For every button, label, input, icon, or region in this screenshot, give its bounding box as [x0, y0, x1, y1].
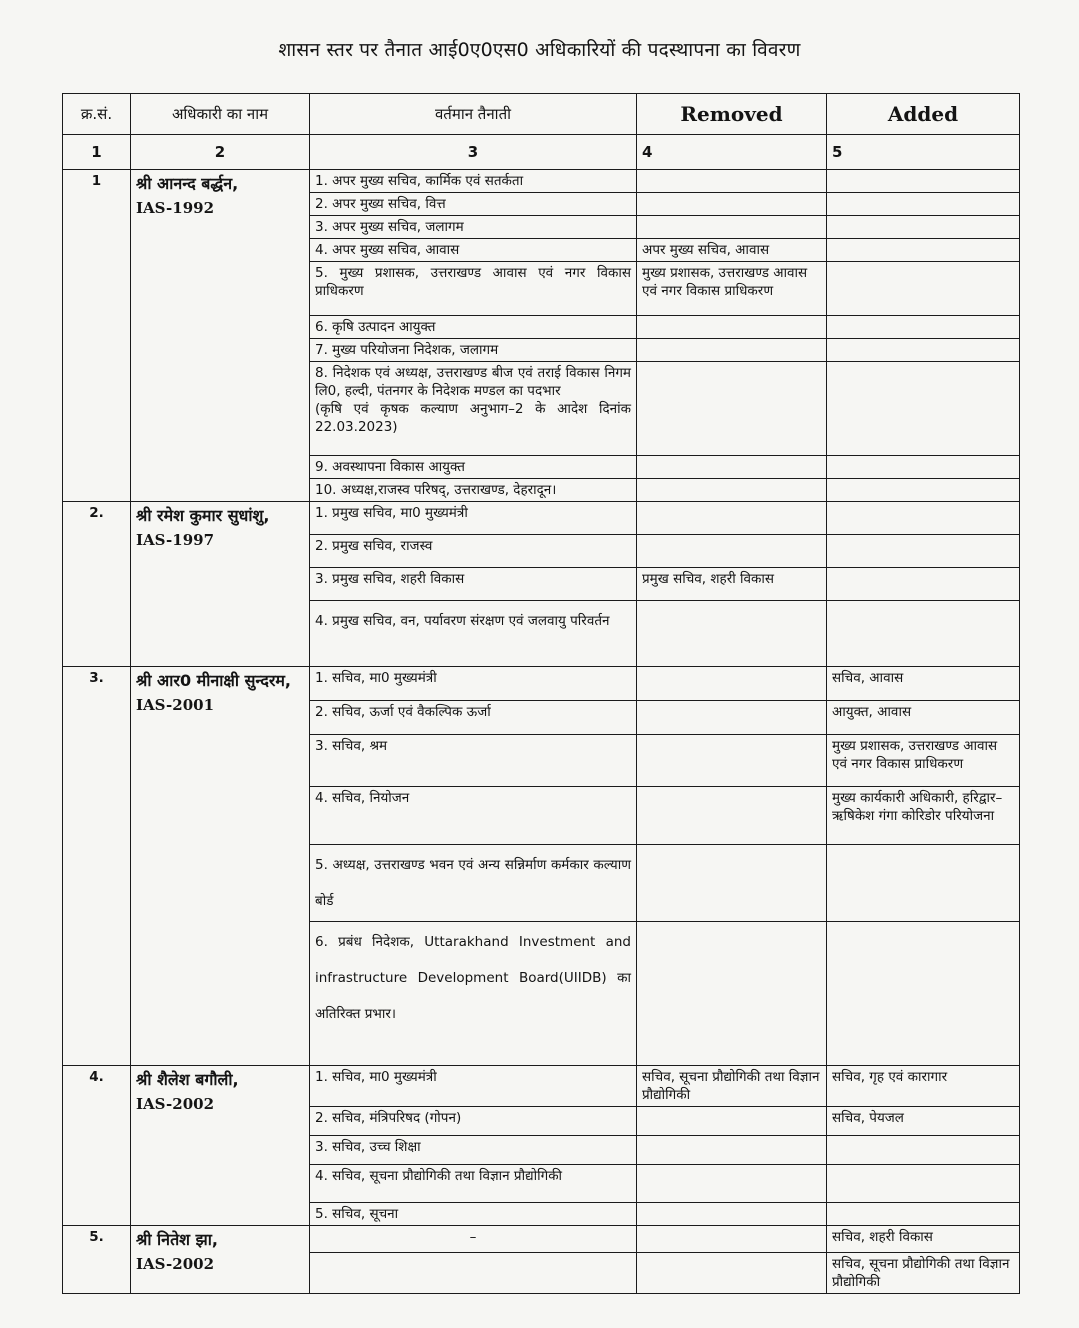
current-posting-cell [310, 456, 637, 479]
current-posting: 9. अवस्थापना विकास आयुक्त [315, 459, 465, 475]
current-posting: – [469, 1229, 477, 1245]
removed-cell [637, 735, 827, 787]
current-posting: 3. सचिव, श्रम [315, 738, 388, 754]
current-posting-cell [310, 316, 637, 339]
table-row [63, 667, 1020, 701]
current-posting-cell [310, 1107, 637, 1136]
officer-batch: IAS-1992 [136, 199, 215, 217]
added-cell [827, 922, 1020, 1066]
current-posting-cell [310, 479, 637, 502]
added-cell: मुख्य कार्यकारी अधिकारी, हरिद्वार–ऋषिकेश गंगा कोरिडोर परियोजना [827, 787, 1020, 845]
table-row [63, 1226, 1020, 1253]
table-row [63, 502, 1020, 535]
removed-cell [637, 1136, 827, 1165]
current-posting: 4. सचिव, सूचना प्रौद्योगिकी तथा विज्ञान प्रौद्योगिकी [315, 1168, 563, 1184]
current-posting-cell [310, 1253, 637, 1294]
current-posting: 4. प्रमुख सचिव, वन, पर्यावरण संरक्षण एवं जलवायु परिवर्तन [315, 613, 610, 629]
removed-cell [637, 339, 827, 362]
removed-cell [637, 922, 827, 1066]
serial-number: 1 [63, 170, 131, 502]
current-posting: 1. सचिव, मा0 मुख्यमंत्री [315, 670, 437, 686]
current-posting: 3. प्रमुख सचिव, शहरी विकास [315, 571, 465, 587]
current-posting-cell [310, 568, 637, 601]
current-posting: 2. प्रमुख सचिव, राजस्व [315, 538, 433, 554]
current-posting: 2. सचिव, मंत्रिपरिषद (गोपन) [315, 1110, 462, 1126]
added-cell [827, 1165, 1020, 1203]
removed-cell [637, 667, 827, 701]
removed-cell [637, 193, 827, 216]
current-posting-cell [310, 170, 637, 193]
column-number: 4 [637, 135, 827, 170]
current-posting-cell [310, 339, 637, 362]
current-posting: 7. मुख्य परियोजना निदेशक, जलागम [315, 342, 499, 358]
added-cell: सचिव, सूचना प्रौद्योगिकी तथा विज्ञान प्रौद्योगिकी [827, 1253, 1020, 1294]
added-cell [827, 845, 1020, 922]
officer-batch: IAS-2002 [136, 1255, 215, 1273]
current-posting: 10. अध्यक्ष,राजस्व परिषद्, उत्तराखण्ड, देहरादून। [315, 482, 557, 498]
officer-name: श्री रमेश कुमार सुधांशु, [136, 506, 270, 525]
removed-cell [637, 479, 827, 502]
added-cell [827, 216, 1020, 239]
removed-cell [637, 1226, 827, 1253]
removed-cell [637, 362, 827, 456]
table-row [63, 170, 1020, 193]
table-row [63, 1066, 1020, 1107]
header-added: Added [827, 94, 1020, 135]
current-posting-cell [310, 535, 637, 568]
officer-name: श्री आनन्द बर्द्धन, [136, 174, 239, 193]
column-number: 1 [63, 135, 131, 170]
added-cell: आयुक्त, आवास [827, 701, 1020, 735]
removed-cell [637, 1253, 827, 1294]
column-number: 3 [310, 135, 637, 170]
current-posting-cell [310, 362, 637, 456]
current-posting-cell [310, 922, 637, 1066]
removed-cell [637, 701, 827, 735]
current-posting: 2. अपर मुख्य सचिव, वित्त [315, 196, 446, 212]
added-cell [827, 316, 1020, 339]
officer-name-cell [131, 170, 310, 502]
current-posting: 8. निदेशक एवं अध्यक्ष, उत्तराखण्ड बीज एवं तराई विकास निगम लि0, हल्दी, पंतनगर के निदेशक मण्डल का पदभार [315, 365, 631, 399]
serial-number: 2. [63, 502, 131, 667]
page-title: शासन स्तर पर तैनात आई0ए0एस0 अधिकारियों की पदस्थापना का विवरण [278, 39, 801, 61]
current-posting-cell [310, 667, 637, 701]
removed-cell: अपर मुख्य सचिव, आवास [637, 239, 827, 262]
current-posting-cell [310, 1136, 637, 1165]
posting-table [62, 93, 1020, 1294]
officer-name: श्री आर0 मीनाक्षी सुन्दरम, [136, 671, 292, 690]
current-posting-cell [310, 502, 637, 535]
added-cell [827, 362, 1020, 456]
added-cell [827, 535, 1020, 568]
current-posting-cell [310, 262, 637, 316]
serial-number: 4. [63, 1066, 131, 1226]
officer-name-cell [131, 667, 310, 1066]
column-number: 5 [827, 135, 1020, 170]
officer-batch: IAS-2001 [136, 696, 215, 714]
current-posting-cell [310, 787, 637, 845]
added-cell [827, 339, 1020, 362]
removed-cell [637, 845, 827, 922]
officer-batch: IAS-1997 [136, 531, 215, 549]
added-cell [827, 193, 1020, 216]
header-current-posting: वर्तमान तैनाती [310, 94, 637, 135]
column-number-row [63, 135, 1020, 170]
column-number: 2 [131, 135, 310, 170]
header-sn: क्र.सं. [63, 94, 131, 135]
added-cell: सचिव, पेयजल [827, 1107, 1020, 1136]
removed-cell [637, 535, 827, 568]
removed-cell [637, 1107, 827, 1136]
added-cell [827, 262, 1020, 316]
current-posting-cell [310, 1203, 637, 1226]
added-cell [827, 239, 1020, 262]
added-cell: मुख्य प्रशासक, उत्तराखण्ड आवास एवं नगर विकास प्राधिकरण [827, 735, 1020, 787]
added-cell [827, 479, 1020, 502]
serial-number: 5. [63, 1226, 131, 1294]
header-officer-name: अधिकारी का नाम [131, 94, 310, 135]
added-cell [827, 568, 1020, 601]
current-posting: 6. प्रबंध निदेशक, Uttarakhand Investment and infrastructure Development Board(UIIDB) का अतिरिक्त प्रभार। [315, 934, 631, 1022]
removed-cell [637, 1203, 827, 1226]
added-cell [827, 502, 1020, 535]
current-posting-cell [310, 1066, 637, 1107]
officer-name: श्री शैलेश बगौली, [136, 1070, 239, 1089]
serial-number: 3. [63, 667, 131, 1066]
current-posting: 1. अपर मुख्य सचिव, कार्मिक एवं सतर्कता [315, 173, 524, 189]
current-posting-cell [310, 845, 637, 922]
current-posting-cell [310, 216, 637, 239]
added-cell: सचिव, आवास [827, 667, 1020, 701]
current-posting: 6. कृषि उत्पादन आयुक्त [315, 319, 436, 335]
current-posting-cell [310, 193, 637, 216]
current-posting-cell [310, 1226, 637, 1253]
current-posting: 2. सचिव, ऊर्जा एवं वैकल्पिक ऊर्जा [315, 704, 491, 720]
current-posting-cell [310, 601, 637, 667]
current-posting: 3. अपर मुख्य सचिव, जलागम [315, 219, 464, 235]
current-posting: 1. प्रमुख सचिव, मा0 मुख्यमंत्री [315, 505, 468, 521]
header-row [63, 94, 1020, 135]
current-posting-cell [310, 239, 637, 262]
current-posting: 5. सचिव, सूचना [315, 1206, 399, 1222]
added-cell: सचिव, गृह एवं कारागार [827, 1066, 1020, 1107]
posting-note: (कृषि एवं कृषक कल्याण अनुभाग–2 के आदेश दिनांक 22.03.2023) [315, 401, 631, 435]
current-posting: 3. सचिव, उच्च शिक्षा [315, 1139, 421, 1155]
removed-cell: मुख्य प्रशासक, उत्तराखण्ड आवास एवं नगर विकास प्राधिकरण [637, 262, 827, 316]
current-posting: 1. सचिव, मा0 मुख्यमंत्री [315, 1069, 437, 1085]
removed-cell [637, 170, 827, 193]
added-cell [827, 1136, 1020, 1165]
removed-cell [637, 316, 827, 339]
removed-cell: सचिव, सूचना प्रौद्योगिकी तथा विज्ञान प्रौद्योगिकी [637, 1066, 827, 1107]
current-posting: 5. अध्यक्ष, उत्तराखण्ड भवन एवं अन्य सन्निर्माण कर्मकार कल्याण बोर्ड [315, 857, 631, 909]
officer-name-cell [131, 502, 310, 667]
officer-name-cell [131, 1226, 310, 1294]
header-removed: Removed [637, 94, 827, 135]
added-cell: सचिव, शहरी विकास [827, 1226, 1020, 1253]
removed-cell [637, 502, 827, 535]
current-posting: 4. सचिव, नियोजन [315, 790, 410, 806]
officer-batch: IAS-2002 [136, 1095, 215, 1113]
current-posting: 5. मुख्य प्रशासक, उत्तराखण्ड आवास एवं नगर विकास प्राधिकरण [315, 265, 631, 299]
removed-cell: प्रमुख सचिव, शहरी विकास [637, 568, 827, 601]
added-cell [827, 601, 1020, 667]
current-posting-cell [310, 1165, 637, 1203]
removed-cell [637, 216, 827, 239]
current-posting: 4. अपर मुख्य सचिव, आवास [315, 242, 460, 258]
removed-cell [637, 456, 827, 479]
added-cell [827, 456, 1020, 479]
officer-name: श्री नितेश झा, [136, 1230, 218, 1249]
removed-cell [637, 1165, 827, 1203]
added-cell [827, 1203, 1020, 1226]
current-posting-cell [310, 701, 637, 735]
removed-cell [637, 601, 827, 667]
officer-name-cell [131, 1066, 310, 1226]
removed-cell [637, 787, 827, 845]
current-posting-cell [310, 735, 637, 787]
added-cell [827, 170, 1020, 193]
